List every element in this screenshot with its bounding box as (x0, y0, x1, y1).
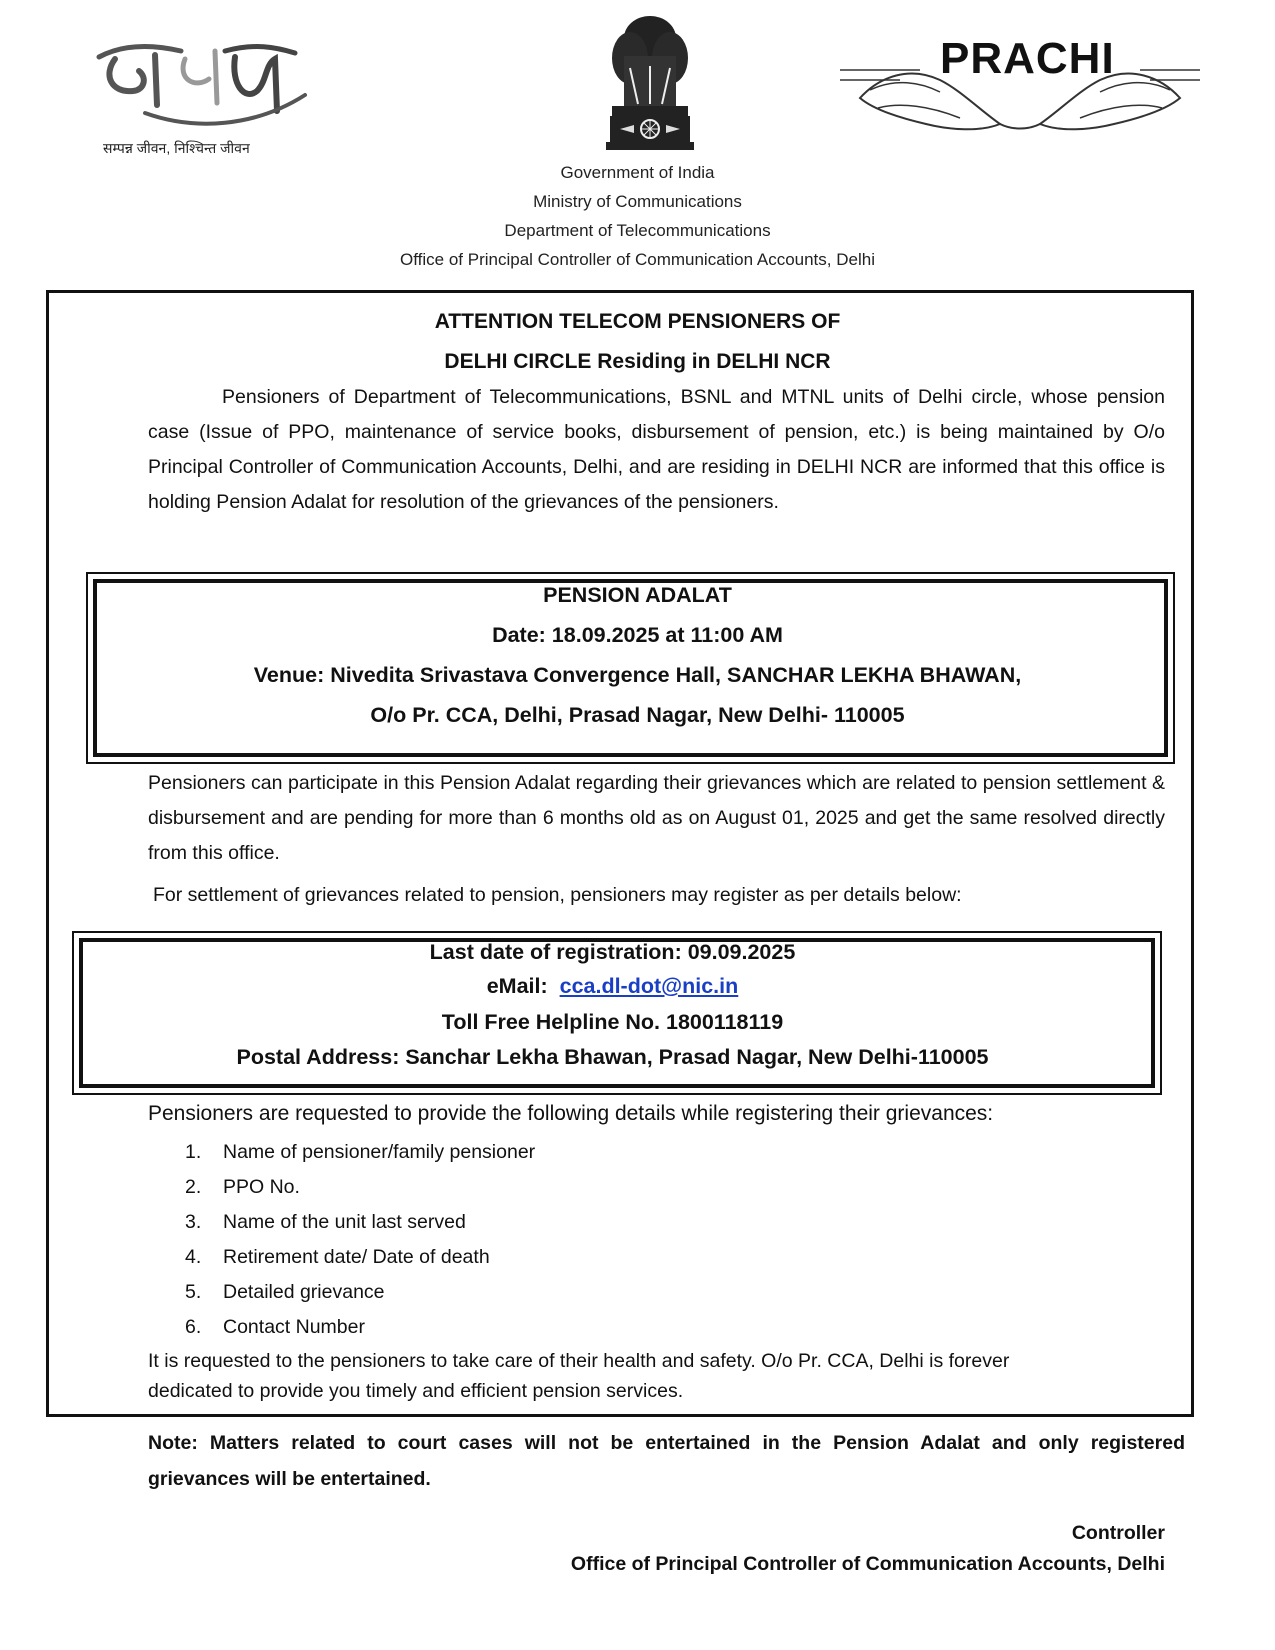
adalat-venue-line1: Venue: Nivedita Srivastava Convergence Hall, SANCHAR LEKHA BHAWAN, (253, 663, 1022, 687)
sampann-script-icon (85, 35, 315, 135)
office-line-department: Department of Telecommunications (504, 221, 771, 240)
court-cases-note: Note: Matters related to court cases will not be entertained in the Pension Adalat and only registered grievances will be entertained. (148, 1432, 1185, 1490)
office-line-office: Office of Principal Controller of Communication Accounts, Delhi (400, 250, 875, 269)
prachi-wordmark: PRACHI (940, 34, 1115, 83)
signature-office: Office of Principal Controller of Communication Accounts, Delhi (570, 1553, 1165, 1575)
closing-line1: It is requested to the pensioners to take care of their health and safety. O/o Pr. CCA, Delhi is forever (148, 1350, 1010, 1372)
adalat-heading: PENSION ADALAT (543, 583, 732, 607)
participation-paragraph: Pensioners can participate in this Pension Adalat regarding their grievances which are related to pension settlement & disbursement and are pending for more than 6 months old as on August 01, 2025 and get the same resolved directly from this office. (148, 772, 1165, 864)
register-intro: For settlement of grievances related to pension, pensioners may register as per details below: (153, 884, 962, 906)
emblem-icon (600, 8, 700, 158)
email-label: eMail: (486, 974, 548, 998)
postal-address: Postal Address: Sanchar Lekha Bhawan, Prasad Nagar, New Delhi-110005 (236, 1045, 989, 1069)
prachi-logo (840, 28, 1200, 148)
email-row (0, 974, 1225, 999)
list-item: 5. Detailed grievance (185, 1281, 385, 1303)
closing-line2: dedicated to provide you timely and efficient pension services. (148, 1380, 684, 1402)
notice-title-line1: ATTENTION TELECOM PENSIONERS OF (434, 310, 841, 333)
adalat-venue-line2: O/o Pr. CCA, Delhi, Prasad Nagar, New Delhi- 110005 (370, 703, 905, 727)
intro-paragraph (148, 380, 1165, 520)
list-item: 6. Contact Number (185, 1316, 365, 1338)
list-item: 4. Retirement date/ Date of death (185, 1246, 490, 1268)
office-line-government: Government of India (560, 163, 715, 182)
sampann-tagline: सम्पन्न जीवन, निश्चिन्त जीवन (103, 140, 250, 156)
list-item: 1. Name of pensioner/family pensioner (185, 1141, 536, 1163)
office-heading (0, 158, 1275, 274)
notice-title-line2: DELHI CIRCLE Residing in DELHI NCR (444, 350, 831, 373)
intro-text: Pensioners of Department of Telecommunications, BSNL and MTNL units of Delhi circle, whose pension case (Issue of PPO, maintenance of service books, disbursement of pension, etc.) is being maintained by O/o Principal Controller of Communication Accounts, Delhi, and are residing in DELHI NCR are informed that this office is holding Pension Adalat for resolution of the grievances of the pensioners. (148, 386, 1165, 513)
list-item: 2. PPO No. (185, 1176, 300, 1198)
list-item: 3. Name of the unit last served (185, 1211, 466, 1233)
email-link[interactable]: cca.dl-dot@nic.in (559, 974, 739, 998)
signature-title: Controller (1071, 1522, 1165, 1544)
office-line-ministry: Ministry of Communications (533, 192, 742, 211)
details-intro: Pensioners are requested to provide the following details while registering their grievances: (148, 1102, 994, 1125)
last-date-registration: Last date of registration: 09.09.2025 (429, 940, 796, 964)
adalat-date: Date: 18.09.2025 at 11:00 AM (492, 623, 783, 647)
toll-free-helpline: Toll Free Helpline No. 1800118119 (441, 1010, 784, 1034)
